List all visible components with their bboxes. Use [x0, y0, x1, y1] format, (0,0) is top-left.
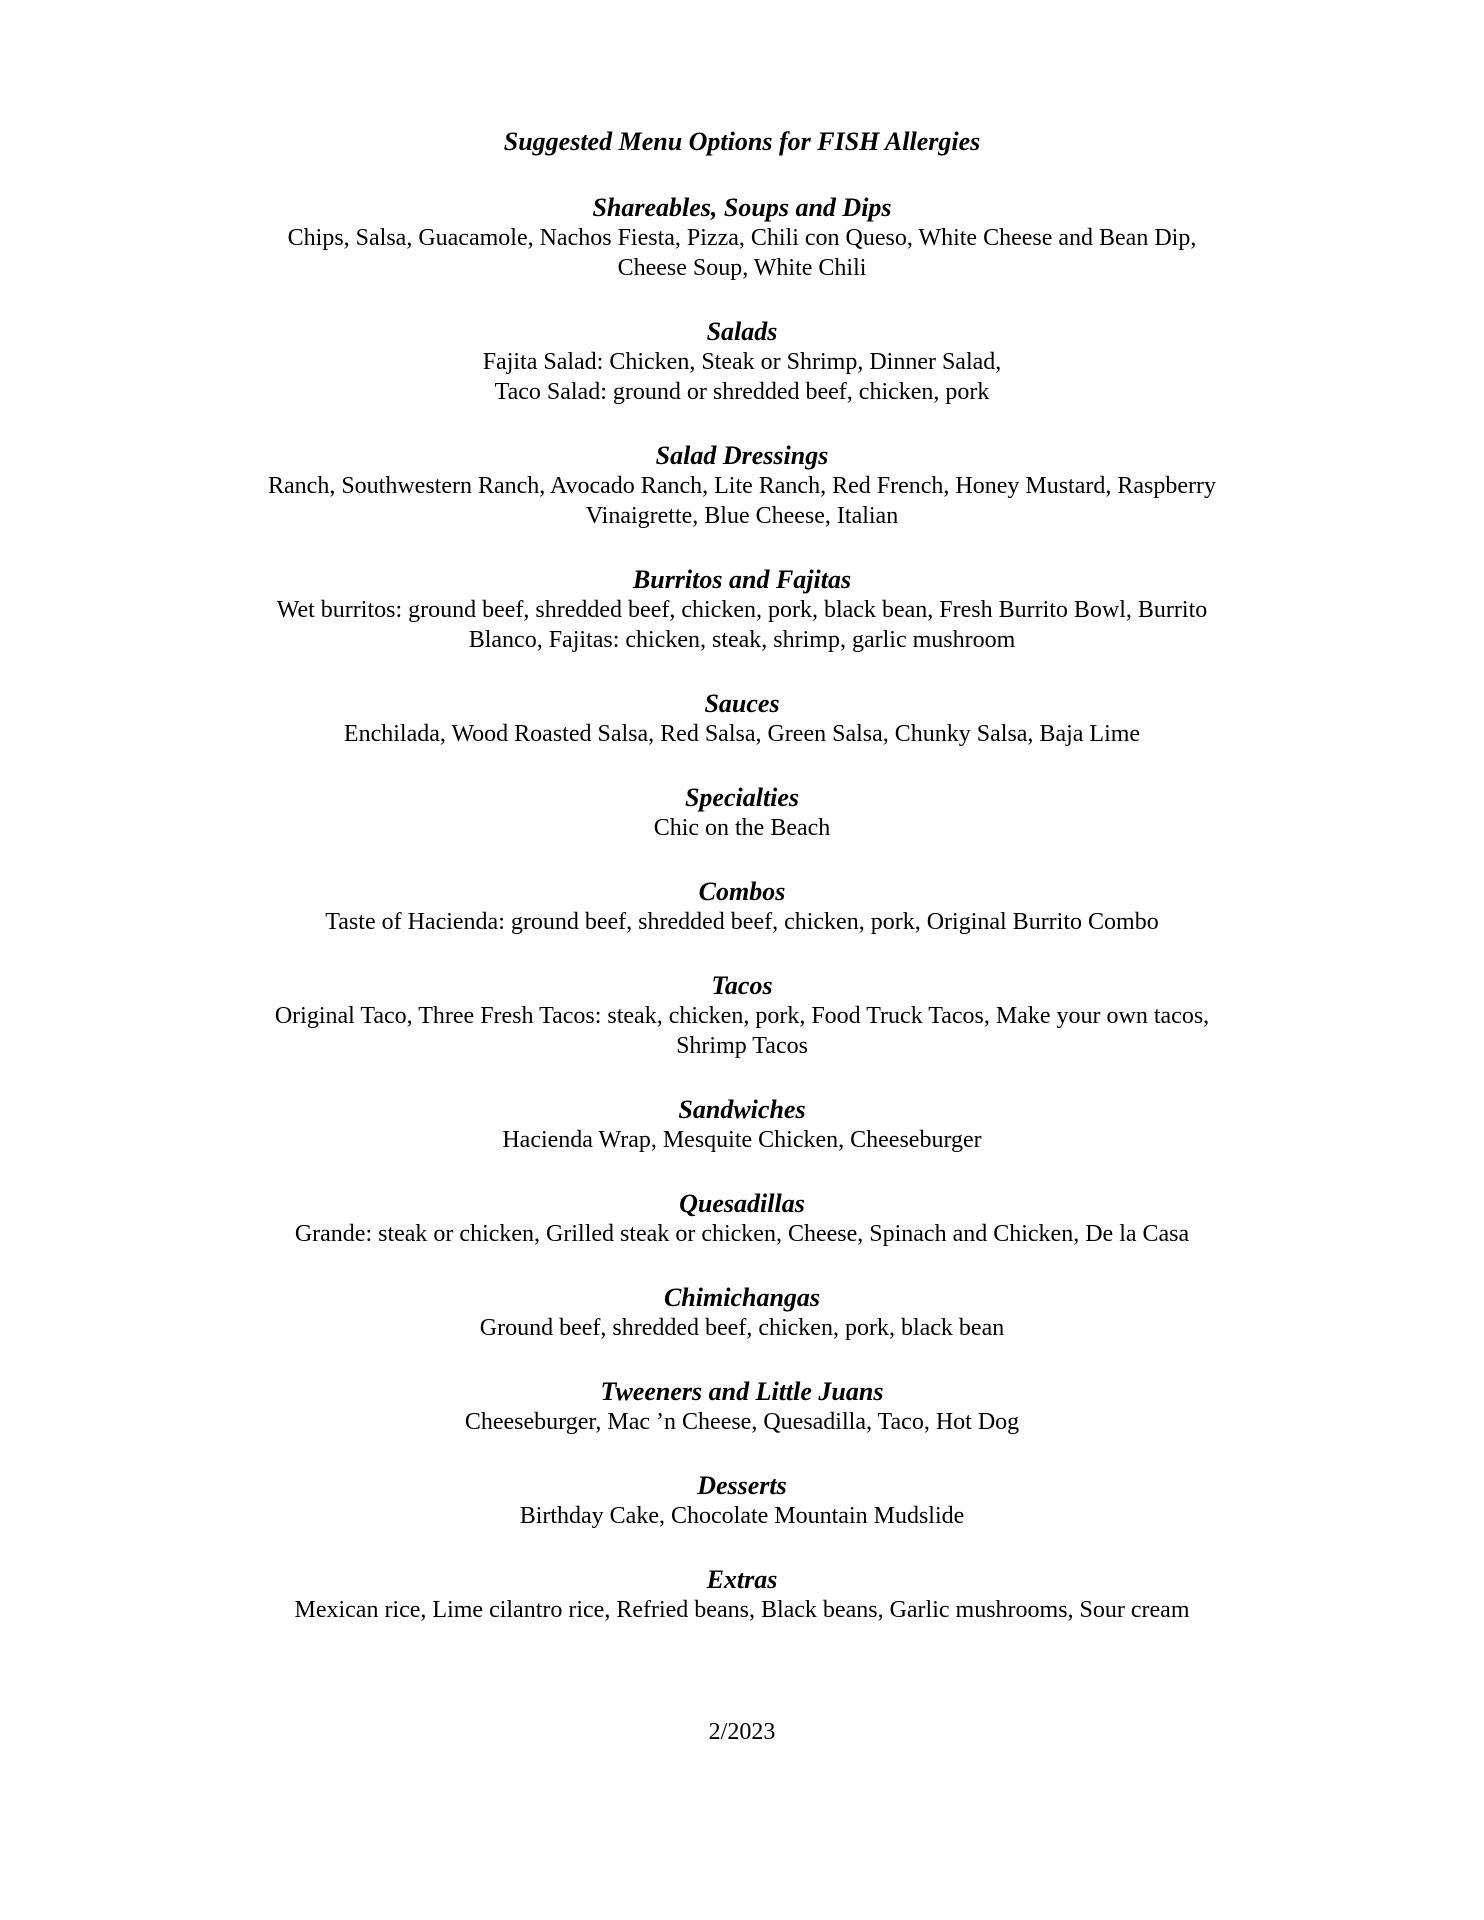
section-items-line: Original Taco, Three Fresh Tacos: steak, chicken, pork, Food Truck Tacos, Make your own tacos,: [274, 1003, 1210, 1029]
section-heading: Sandwiches: [678, 1095, 806, 1124]
section-items-line: Grande: steak or chicken, Grilled steak or chicken, Cheese, Spinach and Chicken, De la Casa: [294, 1221, 1190, 1247]
document-date: 2/2023: [708, 1719, 776, 1745]
section-items-line: Taste of Hacienda: ground beef, shredded beef, chicken, pork, Original Burrito Combo: [325, 909, 1159, 935]
menu-section: [192, 1470, 1292, 1531]
section-items-line: Taco Salad: ground or shredded beef, chicken, pork: [494, 379, 990, 405]
section-items-line: Birthday Cake, Chocolate Mountain Mudslide: [519, 1503, 965, 1529]
section-items-line: Chic on the Beach: [653, 815, 831, 841]
menu-section: [192, 876, 1292, 937]
document-title: Suggested Menu Options for FISH Allergies: [503, 127, 981, 156]
section-items-line: Enchilada, Wood Roasted Salsa, Red Salsa, Green Salsa, Chunky Salsa, Baja Lime: [343, 721, 1141, 747]
section-items-line: Hacienda Wrap, Mesquite Chicken, Cheeseburger: [502, 1127, 982, 1153]
section-items-line: Chips, Salsa, Guacamole, Nachos Fiesta, Pizza, Chili con Queso, White Cheese and Bean Dip,: [287, 225, 1197, 251]
section-items-line: Blanco, Fajitas: chicken, steak, shrimp, garlic mushroom: [468, 627, 1016, 653]
section-items-line: Wet burritos: ground beef, shredded beef, chicken, pork, black bean, Fresh Burrito Bowl, Burrito: [276, 597, 1208, 623]
section-heading: Chimichangas: [663, 1283, 821, 1312]
menu-section: [192, 316, 1292, 407]
section-items-line: Ranch, Southwestern Ranch, Avocado Ranch, Lite Ranch, Red French, Honey Mustard, Raspberry: [268, 473, 1216, 499]
section-heading: Combos: [698, 877, 786, 906]
section-items-line: Cheese Soup, White Chili: [617, 255, 867, 281]
section-heading: Quesadillas: [679, 1189, 805, 1218]
menu-section: [192, 688, 1292, 749]
menu-section: [192, 564, 1292, 655]
section-heading: Sauces: [704, 689, 780, 718]
menu-section: [192, 1376, 1292, 1437]
section-items-line: Shrimp Tacos: [676, 1033, 808, 1059]
menu-section: [192, 1094, 1292, 1155]
menu-sections: [0, 192, 1484, 1658]
section-items-line: Ground beef, shredded beef, chicken, pork, black bean: [479, 1315, 1005, 1341]
section-items-line: Cheeseburger, Mac ’n Cheese, Quesadilla, Taco, Hot Dog: [464, 1409, 1020, 1435]
menu-section: [192, 192, 1292, 283]
section-items-line: Vinaigrette, Blue Cheese, Italian: [585, 503, 899, 529]
section-items-line: Mexican rice, Lime cilantro rice, Refried beans, Black beans, Garlic mushrooms, Sour cream: [294, 1597, 1190, 1623]
menu-section: [192, 440, 1292, 531]
menu-section: [192, 1564, 1292, 1625]
section-heading: Desserts: [697, 1471, 787, 1500]
section-heading: Salad Dressings: [655, 441, 829, 470]
section-items-line: Fajita Salad: Chicken, Steak or Shrimp, Dinner Salad,: [482, 349, 1002, 375]
menu-section: [192, 970, 1292, 1061]
section-heading: Shareables, Soups and Dips: [592, 193, 892, 222]
section-heading: Tacos: [711, 971, 773, 1000]
section-heading: Tweeners and Little Juans: [600, 1377, 884, 1406]
section-heading: Specialties: [684, 783, 800, 812]
section-heading: Salads: [706, 317, 778, 346]
menu-section: [192, 1188, 1292, 1249]
section-heading: Extras: [706, 1565, 778, 1594]
section-heading: Burritos and Fajitas: [632, 565, 852, 594]
menu-section: [192, 782, 1292, 843]
menu-section: [192, 1282, 1292, 1343]
